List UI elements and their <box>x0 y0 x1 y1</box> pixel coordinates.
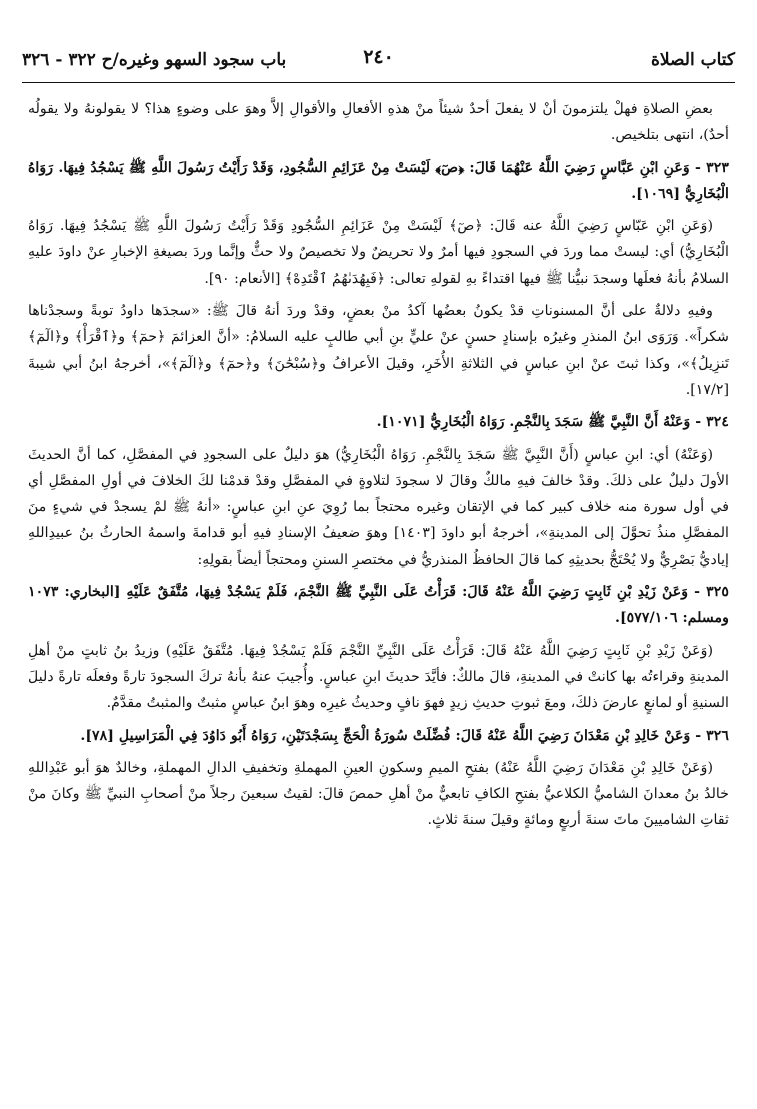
hadith-number: ٣٢٥ - <box>694 584 729 601</box>
hadith-326 <box>28 723 729 749</box>
hadith-number: ٣٢٦ - <box>695 727 729 744</box>
hadith-325 <box>28 579 729 632</box>
hadith-text: وَعَنِ ابْنِ عَبَّاسٍ رَضِيَ اللَّهُ عَنْهُمَا قَالَ: ﴿صٓ﴾ لَيْسَتْ مِنْ عَزَائِمِ السُّجُودِ، وَقَدْ رَأَيْتُ رَسُولَ اللَّهِ ﷺ يَسْجُدُ فِيهَا. رَوَاهُ الْبُخَارِيُّ [١٠٦٩]. <box>28 159 729 202</box>
chapter-title: باب سجود السهو وغيره/ح ٣٢٢ - ٣٢٦ <box>22 50 287 70</box>
hadith-text: وَعَنْ زَيْدِ بْنِ ثَابِتٍ رَضِيَ اللَّهُ عَنْهُ قَالَ: قَرَأْتُ عَلَى النَّبِيِّ ﷺ النَّجْمَ، فَلَمْ يَسْجُدْ فِيهَا، مُتَّفَقٌ عَلَيْهِ [البخاري: ١٠٧٣ ومسلم: ٥٧٧/١٠٦]. <box>28 584 729 627</box>
commentary-paragraph: (وَعَنْ خَالِدِ بْنِ مَعْدَانَ رَضِيَ اللَّهُ عَنْهُ) بفتحِ الميمِ وسكونِ العينِ المهملةِ وتخفيفِ الدالِ المهملةِ، وخالدٌ هوَ أبو عَبْدِاللهِ خالدُ بنُ معدانَ الشاميُّ الكلاعيُّ بفتحِ الكافِ تابعيٌّ منْ أهلِ حمصَ قالَ: لقيتُ سبعينَ رجلاً منْ أصحابِ النبيِّ ﷺ وكانَ منْ ثقاتِ الشاميينَ ماتَ سنةَ أربعٍ ومائةٍ وقيلَ سنةَ ثلاثٍ. <box>28 759 729 829</box>
commentary-paragraph: (وَعَنِ ابْنِ عَبّاسٍ رَضِيَ اللَّهُ عنه قَالَ: ﴿صٓ﴾ لَيْسَتْ مِنْ عَزَائِمِ السُّجُودِ وَقَدْ رَأَيْتُ رَسُولَ اللَّهِ ﷺ يَسْجُدُ فِيهَا. رَوَاهُ الْبُخَارِيُّ) أي: ليستْ مما وردَ في السجودِ فيها أمرٌ ولا تحريضٌ ولا تخصيصٌ ولا حثٌّ وإنَّما وردَ بصيغةِ الإخبارِ عنْ داودَ عليهِ السلامُ بأنهُ فعلَها وسجدَ نبيُّنا ﷺ فيها اقتداءً بهِ لقولهِ تعالى: ﴿فَبِهُدَىٰهُمُ ٱقْتَدِهْ﴾ [الأنعام: ٩٠]. <box>28 218 729 287</box>
commentary-paragraph: وفيهِ دلالةٌ على أنَّ المسنوناتِ قدْ يكونُ بعضُها آكدُ منْ بعضٍ، وقدْ وردَ أنهُ قالَ ﷺ: «سجدَها داودُ توبةً وسجدْناها شكراً». وَرَوَى ابنُ المنذرِ وغيرُه بإسنادٍ حسنٍ عنْ عليٍّ بنِ أبي طالبٍ عليه السلامُ: «أنَّ العزائمَ ﴿حمٓ﴾ و﴿ٱقْرَأْ﴾ و﴿الٓمٓ﴾ تَنزِيلُ﴾»، وكذا ثبتَ عنْ ابنِ عباسٍ في الثلاثةِ الأُخَرِ، وقيلَ الأعرافُ و﴿سُبْحَٰنَ﴾ و﴿حمٓ﴾ و﴿الٓمٓ﴾»، أخرجهُ ابنُ أبي شيبةَ [١٧/٢]. <box>28 303 729 398</box>
header-rule <box>22 82 735 83</box>
page-header <box>22 42 735 78</box>
hadith-number: ٣٢٣ - <box>695 159 729 176</box>
hadith-text: وَعَنْهُ أَنَّ النَّبِيَّ ﷺ سَجَدَ بِالنَّجْمِ. رَوَاهُ الْبُخَارِيُّ [١٠٧١]. <box>376 414 691 431</box>
commentary-paragraph: (وَعَنْهُ) أي: ابنِ عباسٍ (أَنَّ النَّبِيَّ ﷺ سَجَدَ بِالنَّجْمِ. رَوَاهُ الْبُخَارِيُّ) هوَ دليلٌ على السجودِ في المفصَّلِ، كما أنَّ الحديثَ الأولَ دليلٌ على ذلكَ. وقدْ خالفَ فيهِ مالكٌ وقالَ لا سجودَ لتلاوةٍ في المفصَّلِ وقدْ قدمْنا لكَ الخلافَ في أولِ المفصَّلِ أي في أول سورة منه خلاف كبير كما في الإتقان وغيره محتجاً بما رُوِيَ عنِ ابنِ عباسٍ: «أنهُ ﷺ لمْ يسجدْ في شيءٍ منَ المفصَّلِ منذُ تحوَّلَ إلى المدينةِ»، أخرجهُ أبو داودَ [١٤٠٣] وهوَ ضعيفُ الإسنادِ فيهِ أبو قدامةَ واسمهُ الحارثُ بنُ عبيدِاللهِ إياديُّ بَصْرِيٌّ ولا يُحْتَجُّ بحديثِهِ كما قالَ الحافظُ المنذريُّ في مختصرِ السننِ ومحتجاً أيضاً بقولِهِ: <box>28 446 729 568</box>
hadith-323 <box>28 155 729 208</box>
hadith-324 <box>28 409 729 435</box>
commentary-paragraph: بعضِ الصلاةِ فهلْ يلتزمونَ أنْ لا يفعلَ أحدٌ شيئاً منْ هذهِ الأفعالِ والأقوالِ إلاَّ وهوَ على وضوءٍ هذا؟ لا يقولونهُ ولا يقولُه أحدٌ)، انتهى بتلخيص. <box>28 101 729 144</box>
page-number: ٢٤٠ <box>363 46 394 68</box>
hadith-text: وَعَنْ خَالِدِ بْنِ مَعْدَانَ رَضِيَ اللَّهُ عَنْهُ قَالَ: فُضِّلَتْ سُورَةُ الْحَجِّ بِسَجْدَتَيْنِ، رَوَاهُ أَبُو دَاوُدَ فِي الْمَرَاسِيلِ [٧٨]. <box>80 727 691 744</box>
hadith-number: ٣٢٤ - <box>695 414 729 431</box>
page-body <box>28 96 729 840</box>
commentary-paragraph: (وَعَنْ زَيْدِ بْنِ ثَابِتٍ رَضِيَ اللَّهُ عَنْهُ قَالَ: قَرَأْتُ عَلَى النَّبِيِّ النَّجْمَ فَلَمْ يَسْجُدْ فِيهَا. مُتَّفَقٌ عَلَيْهِ) وزيدُ بنُ ثابتٍ منْ أهلِ المدينةِ وقراءتُه بها كانتْ في المدينةِ، قالَ مالكٌ: فأيَّدَ حديثَ ابنِ عباسٍ. وأُجيبَ عنهُ بأنهُ تركَ السجودَ تارةً وفعلَه تارةً دليلَ السنيةِ أو لمانعٍ عارضَ ذلكَ، ومعَ ثبوتِ حديثِ زيدٍ فهوَ نافٍ وحديثُ غيرِه وهوَ ابنُ عباسٍ مثبتٌ والمثبتُ مقدَّمٌ. <box>28 642 729 712</box>
book-title: كتاب الصلاة <box>650 50 735 70</box>
